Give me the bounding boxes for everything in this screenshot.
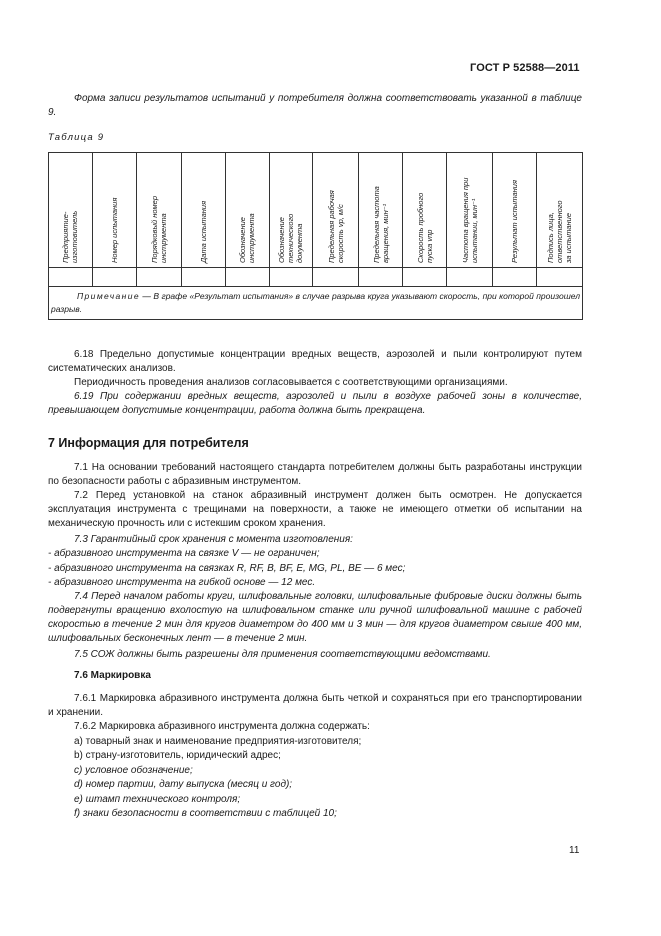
table-cell <box>181 268 225 287</box>
table-cell <box>359 268 403 287</box>
table-header-row <box>49 153 583 268</box>
paragraph-6-19: 6.19 При содержании вредных веществ, аэрозолей и пыли в воздухе рабочей зоны в количестве, превышающем допустимые концентрации, работа должна быть прекращена. <box>48 391 582 416</box>
list-item: - абразивного инструмента на связке V — не ограничен; <box>48 548 320 559</box>
paragraph-7-3: 7.3 Гарантийный срок хранения с момента изготовления: <box>74 534 353 545</box>
column-header-label: Предельная частота вращения, мин⁻¹ <box>371 186 390 263</box>
list-item: c) условное обозначение; <box>74 765 193 776</box>
table-cell <box>447 268 493 287</box>
column-header <box>359 153 403 268</box>
paragraph-7-2: 7.2 Перед установкой на станок абразивный инструмент должен быть осмотрен. Не допускается эксплуатация инструмента с трещинами на поверхности, а также не имеющего отметки об испытании на механическую прочность или с истекшим сроком хранения. <box>48 490 582 529</box>
table-cell <box>49 268 93 287</box>
list-item: d) номер партии, дату выпуска (месяц и год); <box>74 779 293 790</box>
table-cell <box>536 268 582 287</box>
table-caption: Таблица 9 <box>48 132 105 143</box>
paragraph-6-18-b: Периодичность проведения анализов согласовывается с соответствующими организациями. <box>74 377 508 388</box>
column-header-label: Скорость пробного пуска vпр <box>415 192 434 263</box>
column-header-label: Частота вращения при испытании, мин⁻¹ <box>460 177 479 263</box>
table-cell <box>136 268 181 287</box>
paragraph-7-1: 7.1 На основании требований настоящего стандарта потребителем должны быть разработаны инструкции по безопасности работы с абразивным инструментом. <box>48 462 582 487</box>
table-note <box>49 287 582 317</box>
column-header <box>225 153 269 268</box>
column-header <box>536 153 582 268</box>
paragraph-7-6-2: 7.6.2 Маркировка абразивного инструмента должна содержать: <box>74 721 370 732</box>
list-item: - абразивного инструмента на связках R, RF, B, BF, E, MG, PL, BE — 6 мес; <box>48 563 406 574</box>
column-header-label: Номер испытания <box>109 197 119 263</box>
table-row <box>49 268 583 287</box>
column-header <box>313 153 359 268</box>
standard-number: ГОСТ Р 52588—2011 <box>470 62 580 74</box>
note-text: — В графе «Результат испытания» в случае разрыва круга указывают скорость, при которой произошел разрыв. <box>51 291 580 314</box>
section-7-6-heading: 7.6 Маркировка <box>74 670 151 681</box>
paragraph-7-4: 7.4 Перед началом работы круги, шлифовальные головки, шлифовальные фибровые диски должны быть подвергнуты вращению вхолостую на шлифовальном станке или ручной шлифовальной машине с рабочей скоростью в течение 2 мин для кругов диаметром до 400 мм и 3 мин — для кругов диаметром свыше 400 мм, шлифовальных бесконечных лент — в течение 2 мин. <box>48 591 582 644</box>
column-header <box>447 153 493 268</box>
column-header-label: Предприятие- изготовитель <box>61 210 80 263</box>
column-header <box>403 153 447 268</box>
table-cell <box>493 268 537 287</box>
results-table <box>48 152 583 320</box>
page-number: 11 <box>569 845 580 856</box>
table-note-row <box>49 287 583 320</box>
section-7-heading: 7 Информация для потребителя <box>48 436 249 450</box>
column-header-label: Обозначение технического документа <box>277 213 305 263</box>
paragraph-6-18: 6.18 Предельно допустимые концентрации вредных веществ, аэрозолей и пыли контролируют путем систематических анализов. <box>48 349 582 374</box>
column-header-label: Порядковый номер инструмента <box>149 195 168 263</box>
note-label: Примечание <box>77 291 140 301</box>
intro-paragraph: Форма записи результатов испытаний у потребителя должна соответствовать указанной в таблице 9. <box>48 93 582 118</box>
list-item: - абразивного инструмента на гибкой основе — 12 мес. <box>48 577 316 588</box>
column-header-label: Подпись лица, ответственного за испытание <box>545 200 573 263</box>
table-cell <box>92 268 136 287</box>
paragraph-7-5: 7.5 СОЖ должны быть разрешены для применения соответствующими ведомствами. <box>74 649 491 660</box>
column-header <box>493 153 537 268</box>
column-header <box>92 153 136 268</box>
column-header-label: Предельная рабочая скорость vр, м/с <box>326 190 345 263</box>
column-header-label: Дата испытания <box>198 200 208 263</box>
table-cell <box>403 268 447 287</box>
list-item: e) штамп технического контроля; <box>74 794 241 805</box>
table-cell <box>313 268 359 287</box>
column-header-label: Результат испытания <box>510 180 520 263</box>
column-header <box>269 153 313 268</box>
column-header <box>49 153 93 268</box>
table-cell <box>225 268 269 287</box>
list-item: b) страну-изготовитель, юридический адрес; <box>74 750 281 761</box>
table-cell <box>269 268 313 287</box>
list-item: а) товарный знак и наименование предприятия-изготовителя; <box>74 736 362 747</box>
column-header <box>136 153 181 268</box>
column-header <box>181 153 225 268</box>
paragraph-7-6-1: 7.6.1 Маркировка абразивного инструмента должна быть четкой и сохраняться при его транспортировании и хранении. <box>48 693 582 718</box>
list-item: f) знаки безопасности в соответствии с таблицей 10; <box>74 808 337 819</box>
column-header-label: Обозначение инструмента <box>238 213 257 263</box>
